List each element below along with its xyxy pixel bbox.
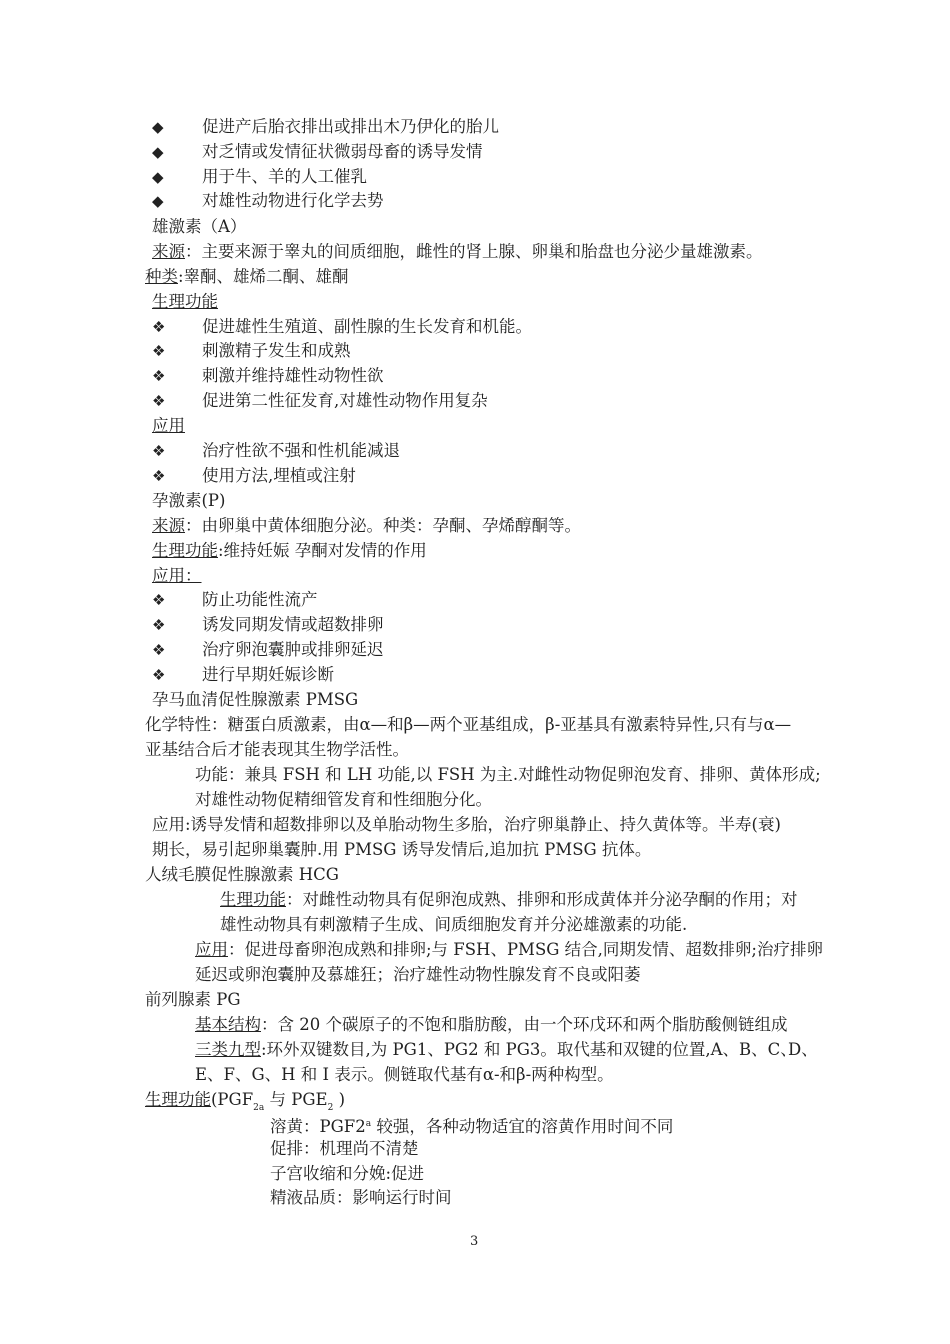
text: :维持妊娠 孕酮对发情的作用: [218, 541, 427, 560]
diamond-bullet-icon: ◆: [152, 143, 164, 161]
list-item: 刺激并维持雄性动物性欲: [202, 366, 384, 385]
list-item: 对雄性动物进行化学去势: [202, 191, 384, 210]
text: ：主要来源于睾丸的间质细胞，雌性的肾上腺、卵巢和胎盘也分泌少量雄激素。: [185, 242, 763, 261]
subscript: 2: [327, 1103, 334, 1113]
label: 生理功能: [152, 541, 218, 560]
text: (PGF: [211, 1090, 254, 1109]
list-item: 促进第二性征发育,对雄性动物作用复杂: [202, 391, 488, 410]
paragraph-line: [195, 1015, 788, 1035]
paragraph-line: E、F、G、H 和 I 表示。侧链取代基有α-和β-两种构型。: [195, 1065, 614, 1084]
paragraph-line: [270, 1114, 673, 1137]
paragraph-line: 子宫收缩和分娩:促进: [270, 1164, 425, 1183]
paragraph-line: 精液品质：影响运行时间: [270, 1188, 452, 1207]
four-diamond-bullet-icon: ❖: [152, 367, 166, 385]
four-diamond-bullet-icon: ❖: [152, 318, 166, 336]
label: 三类九型: [195, 1040, 261, 1059]
section-heading: 人绒毛膜促性腺激素 HCG: [145, 865, 339, 884]
four-diamond-bullet-icon: ❖: [152, 467, 166, 485]
section-heading: 孕马血清促性腺激素 PMSG: [152, 690, 359, 709]
label: 应用: [195, 940, 228, 959]
text: ): [333, 1090, 346, 1109]
four-diamond-bullet-icon: ❖: [152, 591, 166, 609]
four-diamond-bullet-icon: ❖: [152, 616, 166, 634]
four-diamond-bullet-icon: ❖: [152, 342, 166, 360]
paragraph-line: 亚基结合后才能表现其生物学活性。: [145, 740, 409, 759]
section-heading: 前列腺素 PG: [145, 990, 241, 1009]
list-item: 诱发同期发情或超数排卵: [202, 615, 384, 634]
text: ：对雌性动物具有促卵泡成熟、排卵和形成黄体并分泌孕酮的作用；对: [286, 890, 798, 909]
superscript: a: [365, 1119, 372, 1129]
list-item: 治疗性欲不强和性机能减退: [202, 441, 400, 460]
diamond-bullet-icon: ◆: [152, 118, 164, 136]
four-diamond-bullet-icon: ❖: [152, 442, 166, 460]
paragraph-line: [195, 940, 823, 960]
list-item: 使用方法,埋植或注射: [202, 466, 356, 485]
paragraph: [152, 541, 427, 561]
four-diamond-bullet-icon: ❖: [152, 666, 166, 684]
label: 来源: [152, 242, 185, 261]
text: 与 PGE: [264, 1090, 328, 1109]
paragraph: [145, 267, 349, 287]
paragraph-line: 对雄性动物促精细管发育和性细胞分化。: [195, 790, 492, 809]
label: 生理功能: [220, 890, 286, 909]
four-diamond-bullet-icon: ❖: [152, 392, 166, 410]
text: :睾酮、雄烯二酮、雄酮: [178, 267, 349, 286]
section-heading: 雄激素（A）: [152, 217, 247, 236]
four-diamond-bullet-icon: ❖: [152, 641, 166, 659]
subheading: 应用：: [152, 566, 202, 585]
text: ：由卵巢中黄体细胞分泌。种类：孕酮、孕烯醇酮等。: [185, 516, 581, 535]
list-item: 进行早期妊娠诊断: [202, 665, 334, 684]
paragraph-line: 期长，易引起卵巢囊肿.用 PMSG 诱导发情后,追加抗 PMSG 抗体。: [152, 840, 652, 859]
label: 生理功能: [145, 1090, 211, 1109]
paragraph-line: [220, 890, 798, 910]
list-item: 对乏情或发情征状微弱母畜的诱导发情: [202, 142, 483, 161]
subscript: 2a: [253, 1103, 265, 1113]
subheading: 生理功能: [152, 292, 218, 311]
text: :环外双键数目,为 PG1、PG2 和 PG3。取代基和双键的位置,A、B、C、: [261, 1040, 797, 1059]
text: 溶黄：PGF2: [270, 1117, 366, 1136]
text: ：含 20 个碳原子的不饱和脂肪酸，由一个环戊环和两个脂肪酸侧链组成: [261, 1015, 788, 1034]
list-item: 促进雄性生殖道、副性腺的生长发育和机能。: [202, 317, 532, 336]
diamond-bullet-icon: ◆: [152, 168, 164, 186]
list-item: 治疗卵泡囊肿或排卵延迟: [202, 640, 384, 659]
list-item: 刺激精子发生和成熟: [202, 341, 351, 360]
section-heading: 孕激素(P): [152, 491, 226, 510]
label: 来源: [152, 516, 185, 535]
paragraph-fragment: D、: [788, 1040, 818, 1059]
paragraph-line: 功能：兼具 FSH 和 LH 功能,以 FSH 为主.对雌性动物促卵泡发育、排卵、黄体形成;: [195, 765, 821, 784]
list-item: 促进产后胎衣排出或排出木乃伊化的胎儿: [202, 117, 499, 136]
label: 种类: [145, 267, 178, 286]
page-number: 3: [470, 1234, 479, 1249]
label: 基本结构: [195, 1015, 261, 1034]
text: ：促进母畜卵泡成熟和排卵;与 FSH、PMSG 结合,同期发情、超数排卵;治疗排卵: [228, 940, 823, 959]
paragraph-line: 雄性动物具有刺激精子生成、间质细胞发育并分泌雄激素的功能.: [220, 915, 688, 934]
diamond-bullet-icon: ◆: [152, 192, 164, 210]
paragraph-line: [195, 1040, 797, 1060]
paragraph-line: 应用:诱导发情和超数排卵以及单胎动物生多胎，治疗卵巢静止、持久黄体等。半寿(衰): [152, 815, 781, 834]
paragraph: [152, 242, 763, 262]
subheading: 应用: [152, 416, 185, 435]
paragraph-line: 促排：机理尚不清楚: [270, 1139, 419, 1158]
paragraph-line: 化学特性：糖蛋白质激素，由α—和β—两个亚基组成，β-亚基具有激素特异性,只有与α—: [145, 715, 792, 734]
paragraph-line: 延迟或卵泡囊肿及慕雄狂；治疗雄性动物性腺发育不良或阳萎: [195, 965, 641, 984]
list-item: 防止功能性流产: [202, 590, 318, 609]
list-item: 用于牛、羊的人工催乳: [202, 167, 367, 186]
text: 较强，各种动物适宜的溶黄作用时间不同: [371, 1117, 674, 1136]
paragraph: [152, 516, 581, 536]
